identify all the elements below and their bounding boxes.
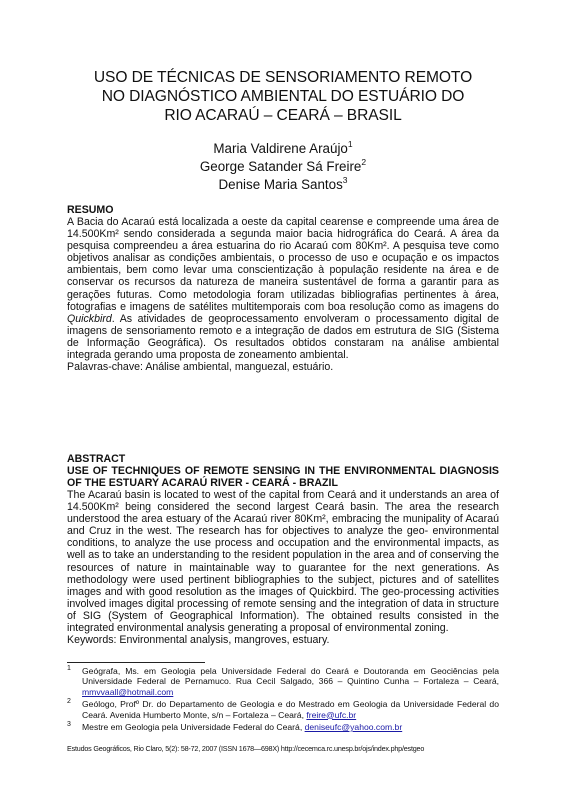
author-1-mark: 1 [347, 139, 353, 149]
resumo-heading: RESUMO [67, 204, 114, 216]
footnote-3-text: Mestre em Geologia pela Universidade Federal do Ceará, [82, 722, 305, 733]
footnote-2-mark: 2 [67, 698, 71, 706]
author-3-mark: 3 [342, 175, 348, 185]
author-3 [40, 176, 526, 194]
resumo-keywords: Palavras-chave: Análise ambiental, manguezal, estuário. [67, 361, 334, 374]
footnote-3-mark: 3 [67, 721, 71, 729]
author-2-name: George Satander Sá Freire [199, 159, 362, 174]
footnote-1-text: Geógrafa, Ms. em Geologia pela Universidade Federal do Ceará e Doutoranda em Geociências pela Universidade Federal de Pernamuco. Rua Cecil Salgado, 366 – Quintino Cunha – Fortaleza – Ceará, [82, 666, 499, 687]
title-line-1: USO DE TÉCNICAS DE SENSORIAMENTO REMOTO [93, 69, 473, 86]
footnote-1-mark: 1 [67, 665, 71, 672]
author-3-name: Denise Maria Santos [218, 177, 343, 192]
footnote-3-email-link[interactable]: deniseufc@yahoo.com.br [304, 722, 403, 733]
abstract-heading: ABSTRACT [67, 453, 126, 465]
footnote-divider [67, 662, 205, 663]
resumo-text-after: . As atividades de geoprocessamento envolveram o processamento digital de imagens de sensoriamento remoto e a integração de dados em estrutura de SIG (Sistema de Informação Geográfica). Os resultados obtidos constaram na análise ambiental integrada gerando uma proposta de zoneamento ambiental. [67, 312, 499, 362]
author-list [40, 140, 526, 194]
author-2 [40, 158, 526, 176]
footnote-2 [67, 699, 499, 720]
footnote-1-email-link[interactable]: mmvvaall@hotmail.com [82, 686, 174, 697]
author-1-name: Maria Valdirene Araújo [213, 141, 348, 156]
footnote-1 [67, 666, 499, 697]
author-1 [40, 140, 526, 158]
abstract-text: The Acaraú basin is located to west of the capital from Ceará and it understands an area of 14.500Km² being considered the second largest Ceará basin. The area the research understood the area estuary of the Acaraú river 80Km², embracing the munipality of Acaraú and Cruz in the west. The research has for objectives to analyze the geo- environmental conditions, to analyze the use process and occupation and the environmental impacts, as well as to take an understanding to the resident population in the area and of conserving the resources of nature in maintainable way to guarantee for the next generations. As methodology were used pertinent bibliographies to the subject, pictures and of satellites images and with good resolution as the images of Quickbird. The geo-processing activities involved images digital processing of remote sensing and the integration of data in structure of SIG (System of Geographical Information). The obtained results consisted in the integrated environmental analysis generating a proposal of environmental zoning. [67, 489, 499, 635]
abstract-title: USE OF TECHNIQUES OF REMOTE SENSING IN THE ENVIRONMENTAL DIAGNOSIS OF THE ESTUARY ACARAÚ RIVER - CEARÁ - BRAZIL [67, 465, 499, 490]
resumo-text [67, 216, 499, 361]
journal-footer: Estudos Geográficos, Rio Claro, 5(2): 58-72, 2007 (ISSN 1678—698X) http://cecemca.rc.unesp.br/ojs/index.php/estgeo [67, 744, 425, 753]
footnotes [67, 666, 499, 734]
author-2-mark: 2 [361, 157, 367, 167]
abstract-keywords: Keywords: Environmental analysis, mangroves, estuary. [67, 634, 330, 647]
abstract-section [67, 489, 499, 646]
resumo-section [67, 216, 499, 373]
footnote-2-email-link[interactable]: freire@ufc.br [306, 709, 357, 720]
title-line-3: RIO ACARAÚ – CEARÁ – BRASIL [164, 107, 402, 124]
paper-title [40, 68, 526, 125]
resumo-text-italic: Quickbird [67, 312, 112, 325]
footnote-2-text: Geólogo, Profº Dr. do Departamento de Geologia e do Mestrado em Geologia da Universidade Federal do Ceará. Avenida Humberto Monte, s/n – Fortaleza – Ceará, [82, 699, 499, 720]
footnote-3 [67, 722, 499, 732]
resumo-text-before: A Bacia do Acaraú está localizada a oeste da capital cearense e compreende uma área de 14.500Km² sendo considerada a segunda maior bacia hidrográfica do Ceará. A área da pesquisa compreendeu a área estuarina do rio Acaraú com 80Km². A pesquisa teve como objetivos analisar as condições ambientais, o processo de uso e ocupação e os impactos ambientais, bem como levar uma conscientização à população residente na área e de conservar os recursos da natureza de maneira sustentável de forma a garantir para as gerações futuras. Como metodologia foram utilizadas bibliografias pertinentes à área, fotografias e imagens de satélites multitemporais com boa resolução como as imagens do [67, 216, 499, 313]
title-line-2: NO DIAGNÓSTICO AMBIENTAL DO ESTUÁRIO DO [101, 88, 465, 105]
